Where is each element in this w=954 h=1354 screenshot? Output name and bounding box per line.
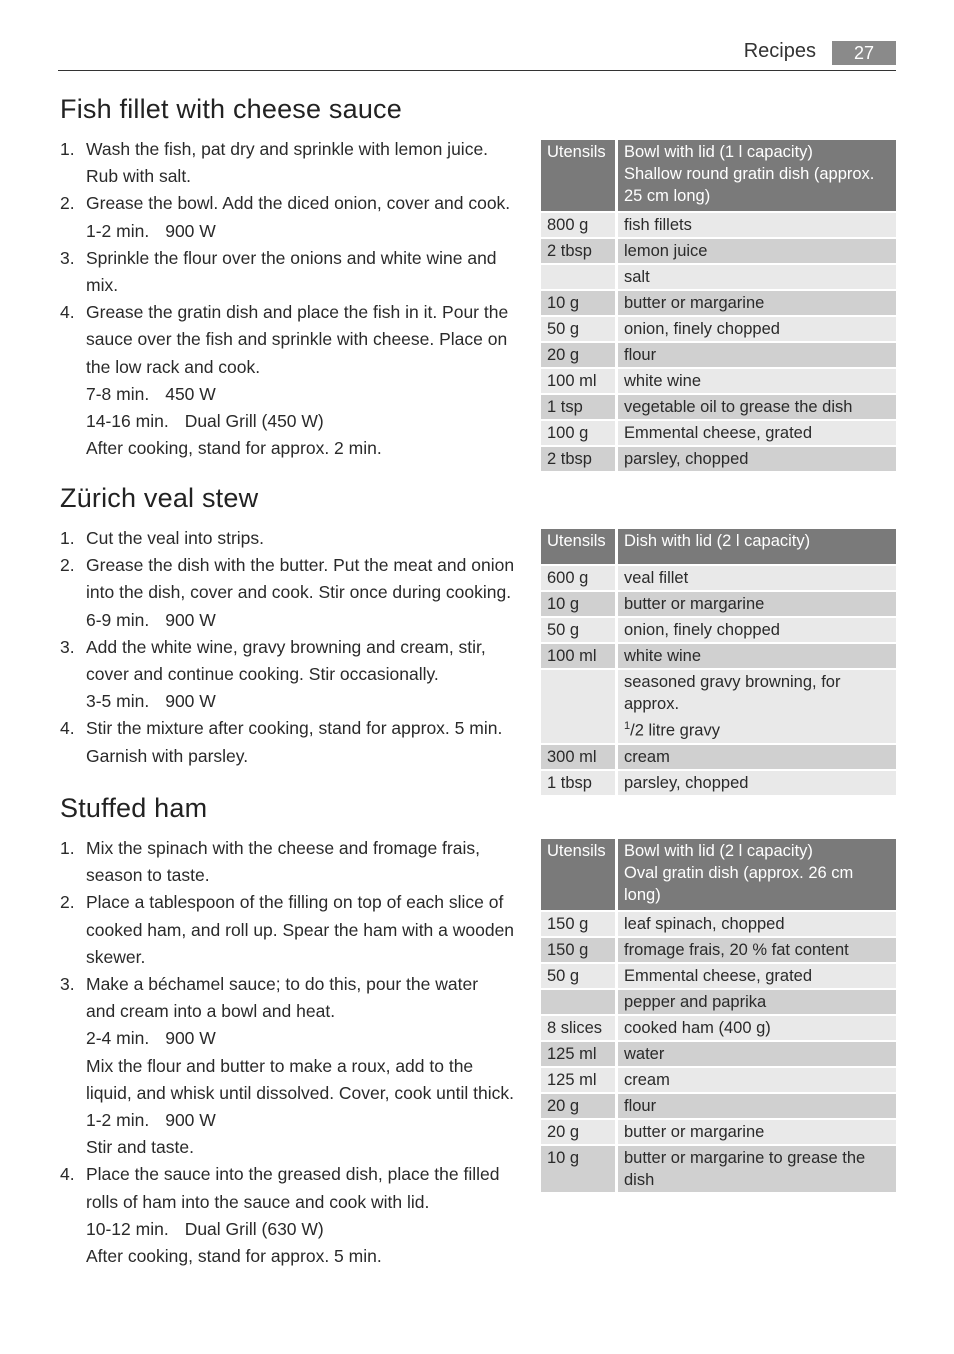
step [60,1161,520,1270]
cook-time: 7-8 min. [86,383,150,404]
step-line: Mix the spinach with the cheese and fromage frais, [86,838,480,858]
ingredient-row [541,213,896,237]
ingredient-item: butter or margarine to grease the dish [618,1146,896,1192]
cook-setting [86,408,520,435]
cook-time: 1-2 min. [86,1110,150,1131]
cook-power: 900 W [165,1110,216,1131]
ingredient-qty: 125 ml [541,1042,618,1066]
cook-time: 2-4 min. [86,1028,150,1049]
ingredient-qty: 600 g [541,566,618,590]
ingredient-item: white wine [618,644,896,668]
step-line: Grease the dish with the butter. Put the meat and onion [86,555,515,576]
step-line: Stir the mixture after cooking, stand for approx. 5 min. [86,718,503,739]
cook-power: 900 W [165,609,216,630]
ingredient-row [541,1068,896,1092]
cook-power: Dual Grill (450 W) [184,411,324,432]
ingredient-item: water [618,1042,896,1066]
ingredients-table [541,527,896,797]
step-line: sauce over the fish and sprinkle with cheese. Place on [86,329,508,350]
recipe-steps [60,835,520,1270]
ingredient-qty: 125 ml [541,1068,618,1092]
recipe-steps [60,525,520,770]
step-line: cover and continue cooking. Stir occasionally. [86,664,439,685]
ingredient-item: parsley, chopped [618,771,896,795]
cook-time: 10-12 min. [86,1218,169,1239]
ingredient-item: onion, finely chopped [618,317,896,341]
ingredient-row [541,618,896,642]
step-line: Wash the fish, pat dry and sprinkle with lemon juice. [86,139,489,159]
step [60,525,520,552]
ingredient-row [541,265,896,289]
ingredient-qty [541,670,618,743]
ingredient-row [541,670,896,743]
utensils-label: Utensils [541,140,618,211]
ingredient-row [541,1042,896,1066]
step-line: Rub with salt. [86,166,192,187]
ingredient-item: cooked ham (400 g) [618,1016,896,1040]
ingredient-item: butter or margarine [618,1120,896,1144]
step-line: Add the white wine, gravy browning and cream, stir, [86,636,486,657]
utensil: 25 cm long) [624,187,711,205]
ingredient-item: lemon juice [618,239,896,263]
ingredient-item-rest: /2 litre gravy [630,721,720,740]
step-line: rolls of ham into the sauce and cook with lid. [86,1191,430,1212]
cook-time: 1-2 min. [86,220,150,241]
ingredient-qty [541,265,618,289]
ingredient-item: fish fillets [618,213,896,237]
ingredient-item-line [624,715,890,742]
ingredient-row [541,395,896,419]
cook-power: 900 W [165,1028,216,1049]
ingredient-qty: 8 slices [541,1016,618,1040]
ingredient-item: parsley, chopped [618,447,896,471]
ingredient-row [541,771,896,795]
ingredient-item: flour [618,1094,896,1118]
ingredient-row [541,369,896,393]
ingredients-table [541,837,896,1194]
ingredient-qty: 50 g [541,317,618,341]
ingredient-item: veal fillet [618,566,896,590]
step-note: After cooking, stand for approx. 2 min. [86,438,382,459]
cook-setting [86,1107,520,1134]
ingredient-item: fromage frais, 20 % fat content [618,938,896,962]
ingredient-item: cream [618,745,896,769]
ingredient-row [541,1120,896,1144]
page-header [58,38,896,71]
ingredient-row [541,1094,896,1118]
ingredient-qty: 20 g [541,343,618,367]
ingredients-table [541,138,896,473]
ingredient-row [541,938,896,962]
ingredient-item-line: seasoned gravy browning, for approx. [624,673,841,713]
utensil: Shallow round gratin dish (approx. [624,165,875,183]
ingredient-qty: 50 g [541,964,618,988]
cook-time: 3-5 min. [86,691,150,712]
cook-power: 900 W [165,220,216,241]
ingredient-row [541,644,896,668]
ingredient-row [541,990,896,1014]
ingredient-item: butter or margarine [618,291,896,315]
step-number: 4. [60,718,75,739]
step-number: 2. [60,193,75,214]
ingredient-item: white wine [618,369,896,393]
ingredient-qty: 100 ml [541,369,618,393]
cook-setting [86,688,520,715]
cook-setting [86,1025,520,1052]
ingredient-item: pepper and paprika [618,990,896,1014]
step-number: 3. [60,974,75,995]
recipe-title: Fish fillet with cheese sauce [60,94,402,124]
ingredient-qty: 20 g [541,1094,618,1118]
ingredient-row [541,421,896,445]
ingredient-qty: 10 g [541,1146,618,1192]
step [60,299,520,462]
ingredient-row [541,964,896,988]
ingredient-row [541,912,896,936]
step-number: 2. [60,892,75,913]
ingredient-row [541,1016,896,1040]
step-line: mix. [86,275,119,296]
step [60,552,520,634]
ingredient-row [541,566,896,590]
ingredient-qty: 800 g [541,213,618,237]
ingredient-qty: 150 g [541,912,618,936]
ingredient-qty: 2 tbsp [541,239,618,263]
ingredient-row [541,592,896,616]
cook-power: 450 W [165,383,216,404]
cook-setting [86,1216,520,1243]
cook-time: 14-16 min. [86,411,169,432]
ingredient-item: vegetable oil to grease the dish [618,395,896,419]
step [60,136,520,190]
ingredient-qty [541,990,618,1014]
ingredient-item: Emmental cheese, grated [618,421,896,445]
ingredient-qty: 50 g [541,618,618,642]
step-number: 3. [60,636,75,657]
step [60,971,520,1161]
ingredient-item [618,670,896,743]
step-number: 1. [60,528,75,548]
step-number: 3. [60,247,75,268]
utensil: Dish with lid (2 l capacity) [624,532,811,550]
ingredient-qty: 150 g [541,938,618,962]
step [60,190,520,244]
cook-setting [86,381,520,408]
step-line: Place the sauce into the greased dish, place the filled [86,1164,500,1185]
section-name: Recipes [743,40,816,62]
utensil: Oval gratin dish (approx. 26 cm long) [624,864,854,904]
ingredient-qty: 1 tsp [541,395,618,419]
utensils-row [541,839,896,910]
ingredient-row [541,291,896,315]
step-line: skewer. [86,946,146,967]
ingredient-row [541,745,896,769]
step-number: 1. [60,139,75,159]
step [60,889,520,971]
step-line: Grease the gratin dish and place the fish in it. Pour the [86,302,509,323]
ingredient-qty: 100 g [541,421,618,445]
step [60,835,520,889]
ingredient-qty: 10 g [541,291,618,315]
ingredient-item: cream [618,1068,896,1092]
cook-time: 6-9 min. [86,609,150,630]
step [60,634,520,716]
step-number: 2. [60,555,75,576]
fraction-numerator: 1 [624,720,631,732]
step-line: and cream into a bowl and heat. [86,1001,336,1022]
ingredient-qty: 1 tbsp [541,771,618,795]
utensils-row [541,140,896,211]
step-line: Cut the veal into strips. [86,528,264,548]
ingredient-row [541,317,896,341]
step [60,245,520,299]
utensils-label: Utensils [541,839,618,910]
ingredient-item: butter or margarine [618,592,896,616]
ingredient-item: onion, finely chopped [618,618,896,642]
recipe-steps [60,136,520,462]
ingredient-row [541,343,896,367]
utensil: Bowl with lid (1 l capacity) [624,143,813,161]
step-line: into the dish, cover and cook. Stir once during cooking. [86,582,512,603]
page-number: 27 [832,41,896,65]
step-line: Sprinkle the flour over the onions and white wine and [86,247,497,268]
ingredient-qty: 10 g [541,592,618,616]
step-line: the low rack and cook. [86,356,261,377]
ingredient-item: Emmental cheese, grated [618,964,896,988]
cook-power: 900 W [165,691,216,712]
step-line: cooked ham, and roll up. Spear the ham with a wooden [86,919,515,940]
utensils-row [541,529,896,564]
recipe-title: Zürich veal stew [60,483,259,513]
ingredient-qty: 100 ml [541,644,618,668]
step-note: Stir and taste. [86,1137,194,1158]
ingredient-item: leaf spinach, chopped [618,912,896,936]
step-line: Make a béchamel sauce; to do this, pour the water [86,974,479,995]
ingredient-item: flour [618,343,896,367]
utensils-label: Utensils [541,529,618,564]
ingredient-row [541,447,896,471]
cook-power: Dual Grill (630 W) [184,1218,324,1239]
step-number: 1. [60,838,75,858]
step-line: Place a tablespoon of the filling on top of each slice of [86,892,504,913]
step-line: season to taste. [86,865,210,886]
cook-setting [86,218,520,245]
ingredient-row [541,239,896,263]
step-note: After cooking, stand for approx. 5 min. [86,1246,382,1267]
step [60,715,520,769]
step-line: liquid, and whisk until dissolved. Cover, cook until thick. [86,1082,514,1103]
ingredient-qty: 20 g [541,1120,618,1144]
step-line: Mix the flour and butter to make a roux, add to the [86,1055,474,1076]
step-number: 4. [60,302,75,323]
ingredient-item: salt [618,265,896,289]
ingredient-qty: 300 ml [541,745,618,769]
ingredient-qty: 2 tbsp [541,447,618,471]
recipe-title: Stuffed ham [60,793,208,823]
ingredient-row [541,1146,896,1192]
cook-setting [86,607,520,634]
step-line: Garnish with parsley. [86,745,249,766]
step-number: 4. [60,1164,75,1185]
step-line: Grease the bowl. Add the diced onion, cover and cook. [86,193,511,214]
utensil: Bowl with lid (2 l capacity) [624,842,813,860]
